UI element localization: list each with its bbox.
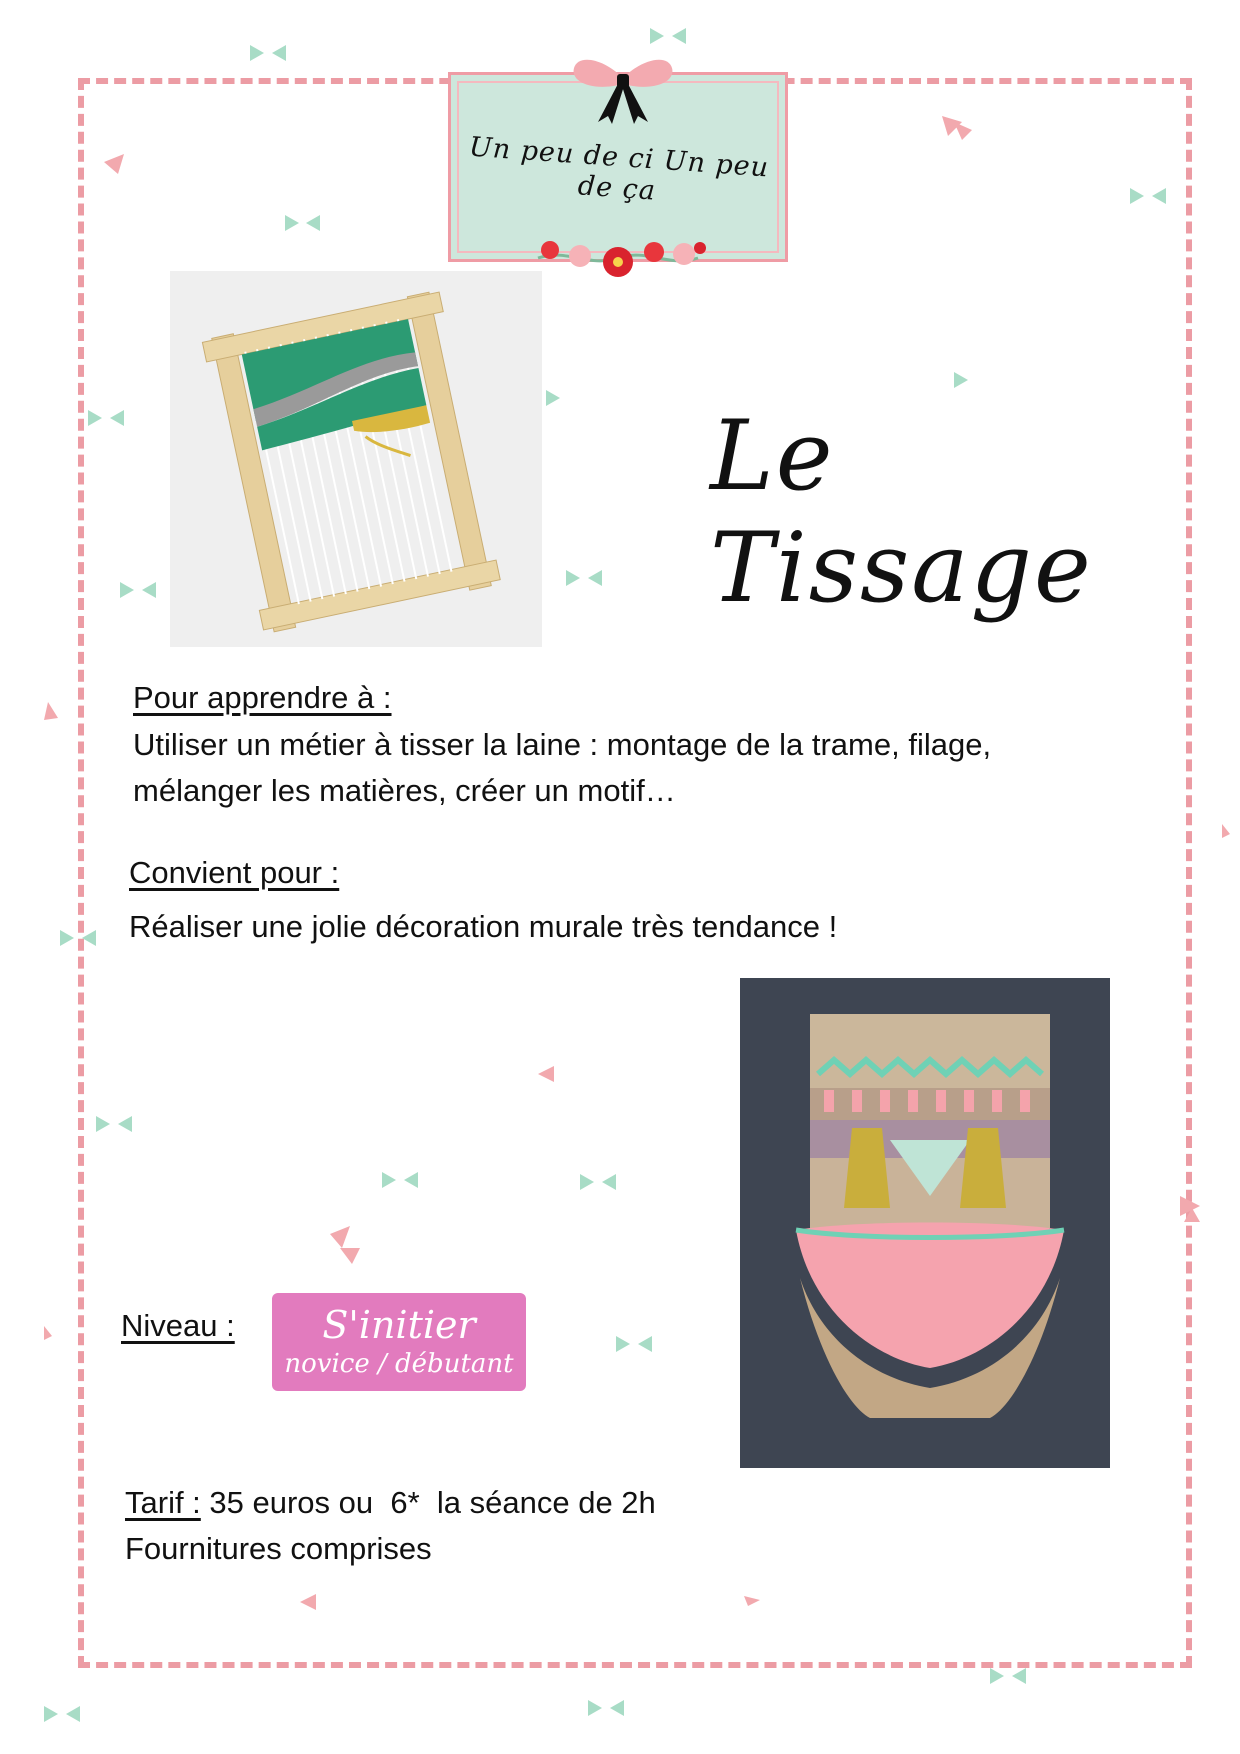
price-heading: Tarif :	[125, 1485, 201, 1520]
learn-heading: Pour apprendre à :	[133, 680, 392, 715]
flowers-icon	[528, 228, 708, 284]
price-text: 35 euros ou 6* la séance de 2h	[200, 1485, 656, 1520]
learn-line-1: Utiliser un métier à tisser la laine : montage de la trame, filage,	[133, 727, 992, 762]
price-line	[125, 1480, 656, 1526]
weaving-loom-icon	[170, 271, 542, 647]
bow-icon	[568, 50, 678, 125]
level-heading: Niveau :	[121, 1308, 235, 1343]
wall-hanging-photo	[740, 978, 1110, 1468]
suits-text: Réaliser une jolie décoration murale très tendance !	[129, 909, 838, 944]
suits-heading: Convient pour :	[129, 855, 340, 890]
level-badge-sub: novice / débutant	[284, 1349, 514, 1379]
learn-line-2: mélanger les matières, créer un motif…	[133, 773, 676, 808]
logo-text: Un peu de ci Un peu de ça	[468, 131, 771, 207]
level-badge	[272, 1293, 526, 1391]
page-title: Le Tissage	[710, 400, 1093, 624]
brand-logo	[448, 50, 788, 280]
woven-wall-hanging-icon	[740, 978, 1110, 1468]
supplies-text: Fournitures comprises	[125, 1531, 432, 1566]
loom-photo	[170, 271, 542, 647]
level-badge-main: S'initier	[322, 1303, 476, 1347]
